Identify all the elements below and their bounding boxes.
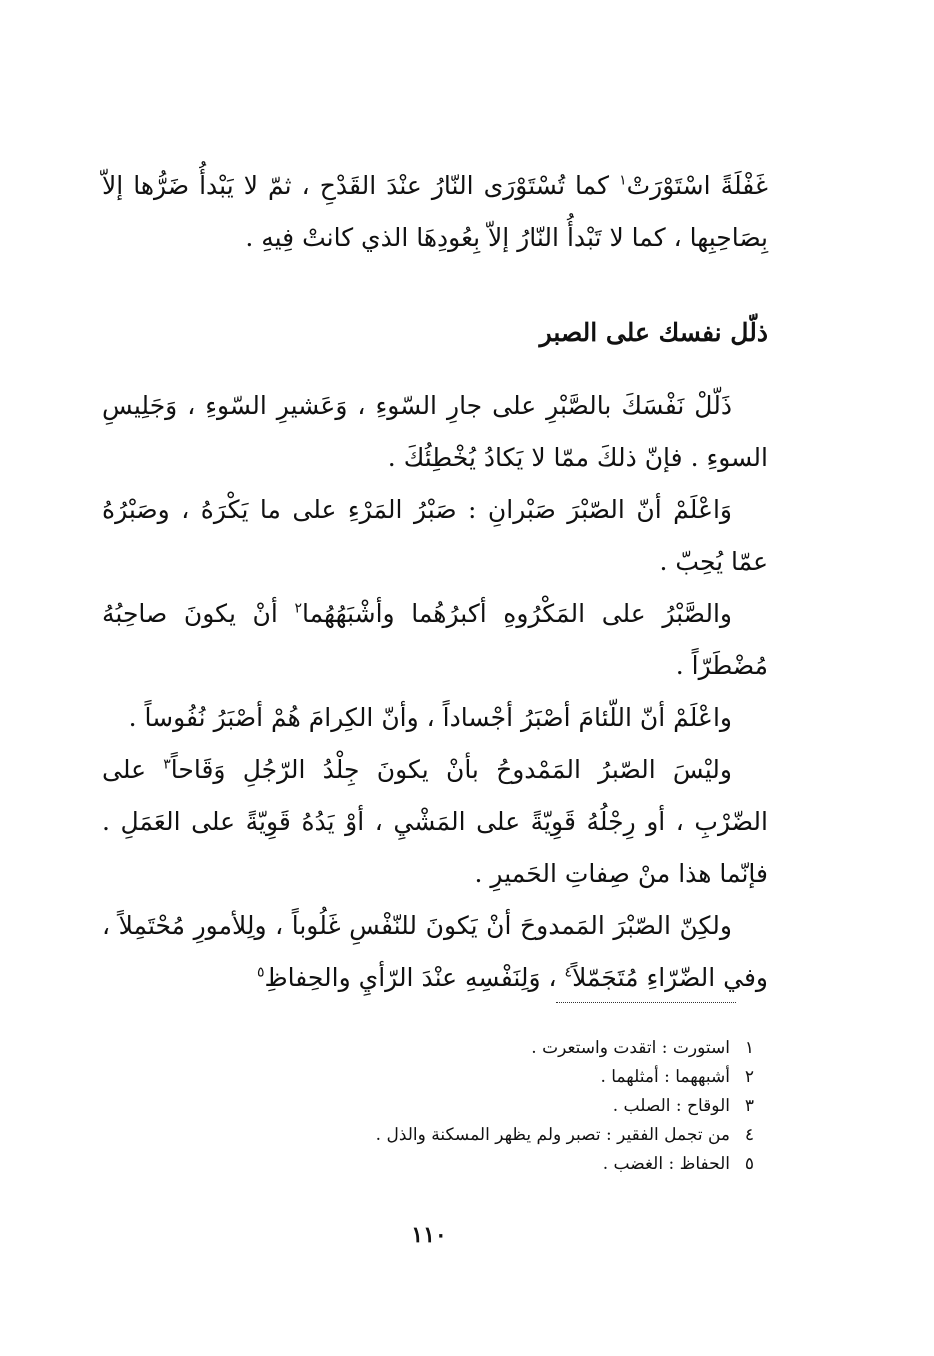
footnote-text: من تجمل الفقير : تصبر ولم يظهر المسكنة والذل .: [375, 1125, 730, 1145]
footnote-item: [234, 1063, 754, 1092]
paragraph-6: [102, 900, 768, 1004]
footnote-ref-4: ٤: [564, 964, 573, 981]
section-text-block: [102, 380, 768, 1004]
footnote-number: ٥: [744, 1154, 754, 1174]
footnote-text: أشبههما : أمثلهما .: [600, 1067, 730, 1087]
paragraph-6-text-a: ولكِنّ الصّبْرَ المَمدوحَ أنْ يَكونَ للنّفْسِ غَلُوباً ، ولِلأمورِ مُحْتَمِلاً ، وفي الضّرّاءِ مُتَجَمّلاً: [102, 911, 768, 992]
footnote-item: [234, 1150, 754, 1179]
page-number: ١١٠: [411, 1222, 447, 1248]
footnote-text: الوقاح : الصلب .: [612, 1096, 730, 1116]
intro-paragraph: [102, 160, 768, 264]
footnotes-list: [234, 1034, 754, 1179]
section-heading: ذلّل نفسك على الصبر: [539, 318, 768, 347]
paragraph-3-text-a: والصَّبْرُ على المَكْرُوهِ أكبرُهُما وأشْبَهُهُما: [301, 599, 732, 628]
paragraph-3-text-b: أنْ يكونَ صاحِبُهُ مُضْطَرّاً .: [102, 599, 768, 680]
footnote-text: استورت : اتقدت واستعرت .: [531, 1038, 730, 1058]
footnote-number: ٤: [744, 1125, 754, 1145]
intro-text-a: غَفْلَةً اسْتَوْرَتْ: [626, 171, 768, 200]
footnote-number: ٢: [744, 1067, 754, 1087]
paragraph-5: [102, 744, 768, 900]
paragraph-3: [102, 588, 768, 692]
paragraph-4: واعْلَمْ أنّ اللّئامَ أصْبَرُ أجْساداً ، وأنّ الكِرامَ هُمْ أصْبَرُ نُفُوساً .: [128, 703, 732, 732]
footnote-ref-2: ٢: [294, 600, 302, 617]
paragraph-5-text-b: على الضّرْبِ ، أو رِجْلُهُ قَوِيّةً على المَشْيِ ، أوْ يَدُهُ قَوِيّةً على العَمَلِ . فإنّما هذا منْ صِفاتِ الحَميرِ .: [102, 755, 768, 888]
intro-text-b: كما تُسْتَوْرَى النّارُ عنْدَ القَدْحِ ، ثمّ لا يَبْدأُ ضَرُّها إلاّ بِصَاحِبِها ، كما لا تَبْدأُ النّارُ إلاّ بِعُودِهَا الذي كانتْ فِيهِ .: [102, 171, 768, 252]
paragraph-6-text-b: ، وَلِنَفْسِهِ عنْدَ الرّأيِ والحِفاظِ: [264, 963, 565, 992]
footnote-number: ١: [744, 1038, 754, 1058]
paragraph-2: وَاعْلَمْ أنّ الصّبْرَ صَبْرانِ : صَبْرُ المَرْءِ على ما يَكْرَهُ ، وصَبْرُهُ عمّا يُحِبّ .: [102, 495, 768, 576]
footnote-ref-3: ٣: [163, 756, 171, 773]
footnote-ref-1: ١: [619, 172, 627, 189]
paragraph-1: ذَلّلْ نَفْسَكَ بالصَّبْرِ على جارِ السّوءِ ، وَعَشيرِ السّوءِ ، وَجَلِيسِ السوءِ . فإنّ ذلكَ ممّا لا يَكادُ يُخْطِئُكَ .: [102, 391, 768, 472]
footnote-divider: [556, 1002, 736, 1003]
footnote-item: [234, 1121, 754, 1150]
footnote-number: ٣: [744, 1096, 754, 1116]
footnote-ref-5: ٥: [257, 964, 265, 981]
intro-text-block: [102, 160, 768, 264]
footnote-item: [234, 1034, 754, 1063]
footnote-item: [234, 1092, 754, 1121]
paragraph-5-text-a: وليْسَ الصّبرُ المَمْدوحُ بأنْ يكونَ جِلْدُ الرّجُلِ وَقَاحاً: [170, 755, 732, 784]
footnote-text: الحفاظ : الغضب .: [602, 1154, 730, 1174]
